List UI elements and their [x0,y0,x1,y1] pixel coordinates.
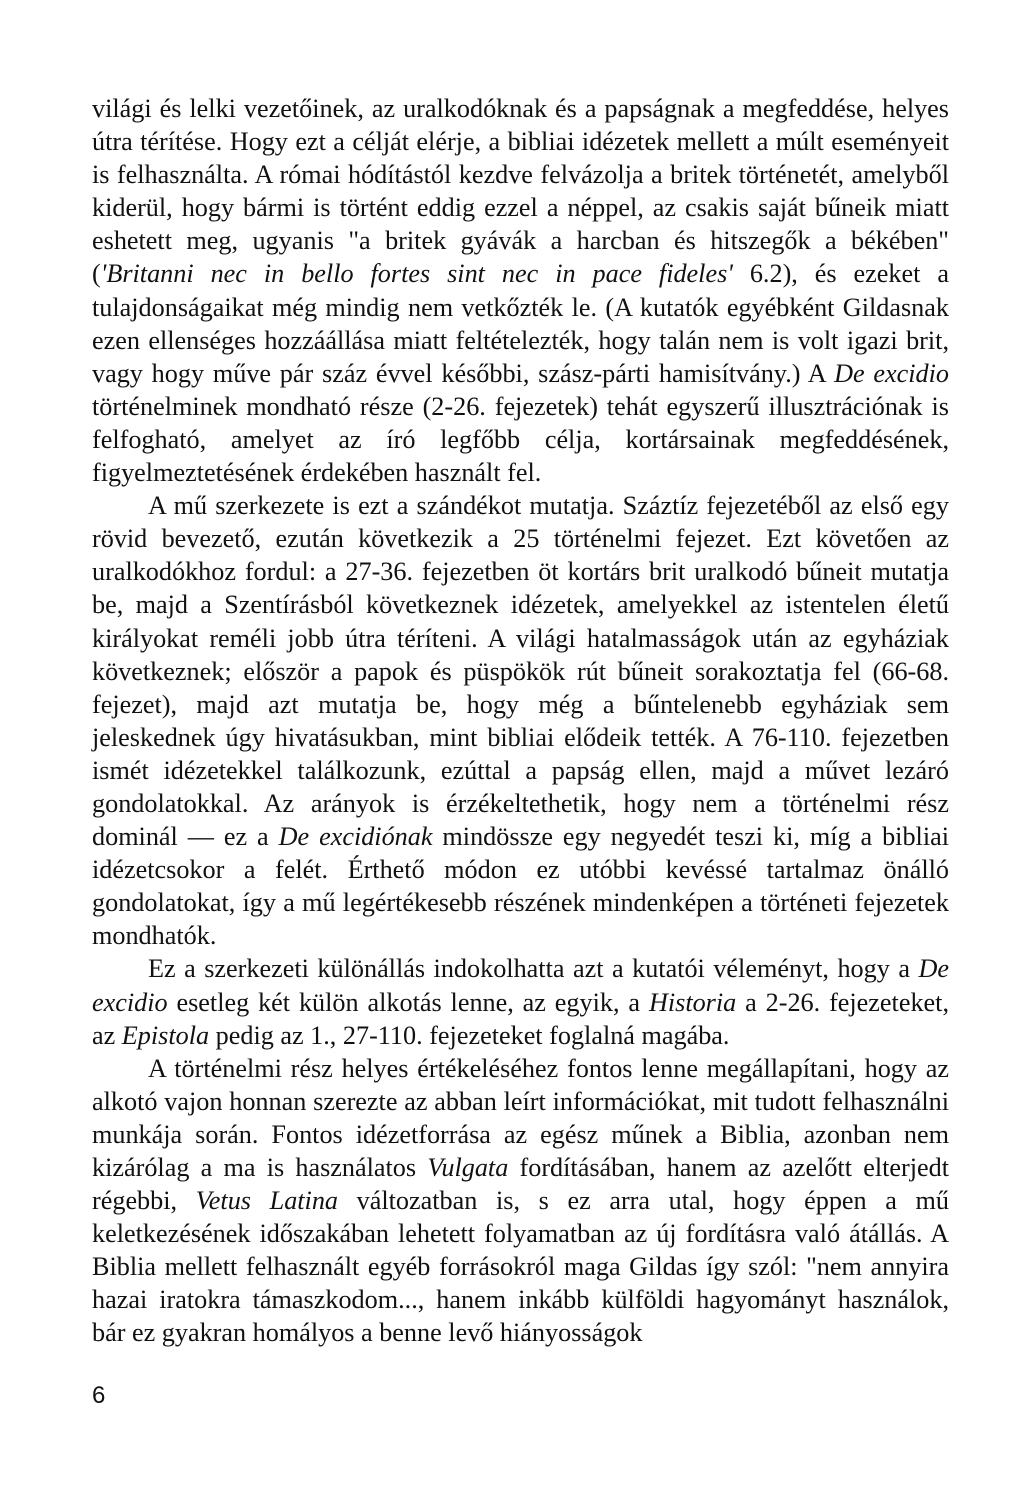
italic-text: De excidio [834,358,949,388]
text-segment: történelminek mondható része (2-26. fejezetek) tehát egyszerű illusztrációnak is felfogható, amelyet az író legfőbb célja, kortársainak megfeddésének, figyelmeztetésének érdekében használt fel. [92,391,949,488]
text-segment: a 2-26. fejezeteket, az [92,987,949,1050]
text-segment: fordításában, hanem az azelőtt elterjedt régebbi, [92,1153,949,1216]
text-segment: pedig az 1., 27-110. fejezeteket foglalná magába. [209,1020,730,1050]
italic-text: Historia [648,987,737,1017]
text-segment: A történelmi rész helyes értékeléséhez fontos lenne megállapítani, hogy az alkotó vajon honnan szerezte az abban leírt információkat, mit tudott felhasználni munkája során. Fontos idézetforrása az egész műnek a Biblia, azonban nem kizárólag a ma is használatos [92,1053,949,1182]
text-segment: 6.2), és ezeket a tulajdonságaikat még mindig nem vetkőzték le. (A kutatók egyébként Gildasnak ezen ellenséges hozzáállása miatt feltételezték, hogy talán nem is volt igazi brit, vagy hogy műve pár száz évvel későbbi, szász-párti hamisítvány.) A [92,259,949,388]
paragraph-1 [92,92,949,489]
italic-text: De excidiónak [278,822,433,852]
italic-text: Vetus Latina [195,1186,339,1216]
text-segment: mindössze egy negyedét teszi ki, míg a bibliai idézetcsokor a felét. Érthető módon ez utóbbi kevéssé tartalmaz önálló gondolatokat, így a mű legértékesebb részének mindenképen a történeti fejezetek mondhatók. [92,822,949,951]
italic-text: Epistola [121,1020,210,1050]
page-number: 6 [92,1382,106,1409]
italic-text: De excidio [92,954,949,1017]
text-segment: A mű szerkezete is ezt a szándékot mutatja. Száztíz fejezetéből az első egy rövid bevezető, ezután következik a 25 történelmi fejezet. Ezt követően az uralkodókhoz fordul: a 27-36. fejezetben öt kortárs brit uralkodó bűneit mutatja be, majd a Szentírásból következnek idézetek, amelyekkel az istentelen életű királyokat reméli jobb útra téríteni. A világi hatalmasságok után az egyháziak következnek; először a papok és püspökök rút bűneit sorakoztatja fel (66-68. fejezet), majd azt mutatja be, hogy még a bűntelenebb egyháziak sem jeleskednek úgy hivatásukban, mint bibliai elődeik tették. A 76-110. fejezetben ismét idézetekkel találkozunk, ezúttal a papság ellen, majd a művet lezáró gondolatokkal. Az arányok is érzékeltethetik, hogy nem a történelmi rész dominál — ez a [92,491,949,852]
paragraph-3 [92,952,949,1051]
italic-text: 'Britanni nec in bello fortes sint nec in pace fideles' [100,259,733,289]
text-segment: változatban is, s ez arra utal, hogy éppen a mű keletkezésének időszakában lehetett folyamatban az új fordításra való átállás. A Biblia mellett felhasznált egyéb forrásokról maga Gildas így szól: "nem annyira hazai iratokra támaszkodom..., hanem inkább külföldi hagyományt használok, bár ez gyakran homályos a benne levő hiányosságok [92,1186,949,1348]
page-text [92,92,949,1350]
paragraph-2 [92,489,949,952]
text-segment: Ez a szerkezeti különállás indokolhatta azt a kutatói véleményt, hogy a [148,954,919,984]
text-segment: világi és lelki vezetőinek, az uralkodóknak és a papságnak a megfeddése, helyes útra térítése. Hogy ezt a célját elérje, a bibliai idézetek mellett a múlt eseményeit is felhasználta. A római hódítástól kezdve felvázolja a britek történetét, amelyből kiderül, hogy bármi is történt eddig ezzel a néppel, az csakis saját bűneik miatt eshetett meg, ugyanis "a britek gyávák a harcban és hitszegők a békében" ( [92,94,949,289]
italic-text: Vulgata [427,1153,509,1182]
paragraph-4 [92,1052,949,1350]
text-segment: esetleg két külön alkotás lenne, az egyik, a [167,987,649,1017]
